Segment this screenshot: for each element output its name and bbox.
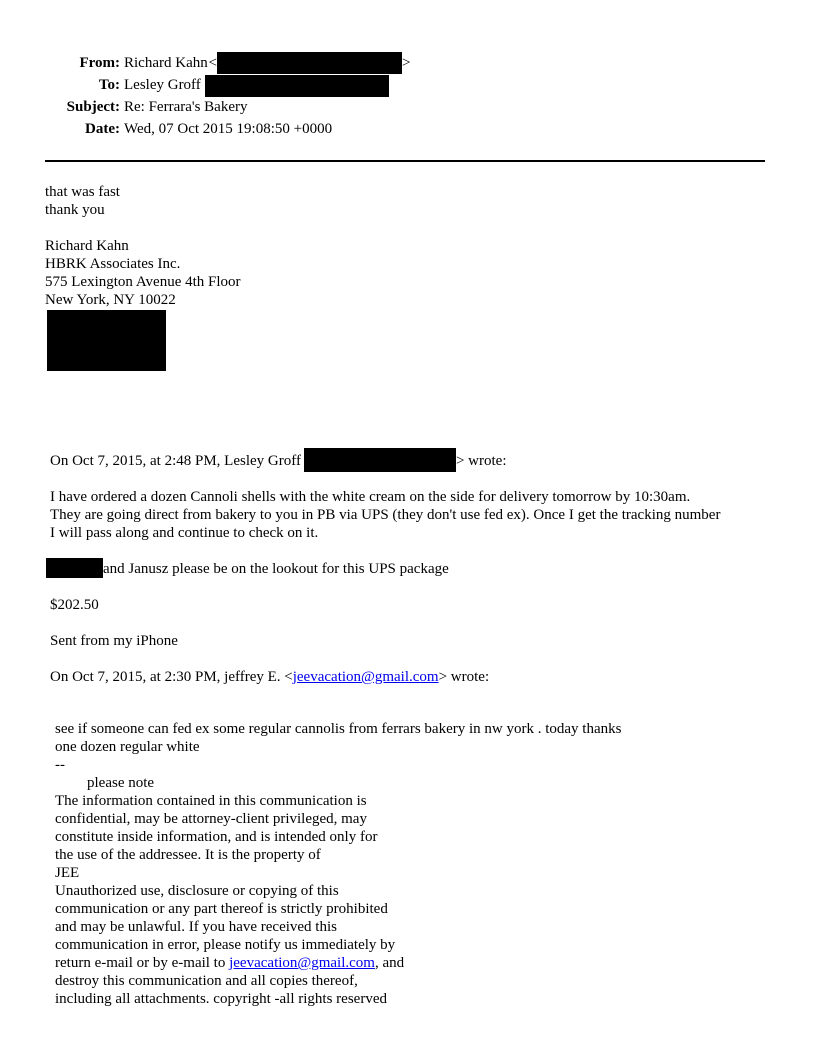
quoted1-lookout-text: and Janusz please be on the lookout for this UPS package [103,561,449,577]
quoted2-attribution-prefix: On Oct 7, 2015, at 2:30 PM, jeffrey E. < [50,669,293,685]
reply-line-1: that was fast [45,184,120,200]
quoted1-lookout [46,560,449,578]
signature-name: Richard Kahn [45,238,129,254]
from-name: Richard Kahn [124,55,208,71]
quoted2-sig-separator: -- [55,757,65,773]
disclaimer-line-9: communication in error, please notify us immediately by [55,937,396,953]
disclaimer-line-8: and may be unlawful. If you have received this [55,919,337,935]
quoted2-body-line-2: one dozen regular white [55,739,200,755]
quoted1-attribution-suffix: > wrote: [455,453,507,469]
signature-company: HBRK Associates Inc. [45,256,181,272]
disclaimer-return-suffix: , and [374,955,405,971]
redaction-from-email [217,52,402,74]
signature-address-2: New York, NY 10022 [45,292,176,308]
header-to-row [0,76,600,94]
disclaimer-return-prefix: return e-mail or by e-mail to [55,955,230,971]
redaction-to-email [205,75,389,97]
redaction-signature-contact [47,310,166,371]
disclaimer-line-7: communication or any part thereof is strictly prohibited [55,901,388,917]
quoted1-para-line-1: I have ordered a dozen Cannoli shells with the white cream on the side for delivery tomorrow by 10:30am. [50,489,691,505]
disclaimer-line-3: constitute inside information, and is intended only for [55,829,378,845]
from-label: From: [79,55,120,71]
disclaimer-line-5: JEE [55,865,80,881]
to-name: Lesley Groff [124,77,201,93]
quoted1-amount: $202.50 [50,597,99,613]
reply-line-2: thank you [45,202,105,218]
quoted2-attribution [50,668,489,686]
date-label: Date: [85,121,120,137]
quoted1-sent-from: Sent from my iPhone [50,633,178,649]
disclaimer-line-4: the use of the addressee. It is the property of [55,847,321,863]
quoted2-body-line-1: see if someone can fed ex some regular cannolis from ferrars bakery in nw york . today thanks [55,721,622,737]
disclaimer-email-link[interactable]: jeevacation@gmail.com [229,955,375,971]
quoted1-para-line-3: I will pass along and continue to check on it. [50,525,319,541]
from-close-bracket: > [401,55,411,71]
header-subject-row [0,98,600,116]
subject-value: Re: Ferrara's Bakery [124,99,248,115]
redaction-quoted1-email [304,448,456,472]
subject-label: Subject: [66,99,120,115]
disclaimer-return-line [55,954,404,972]
disclaimer-line-1: The information contained in this communication is [55,793,367,809]
quoted2-email-link[interactable]: jeevacation@gmail.com [292,669,439,685]
quoted2-please-note: please note [87,775,155,791]
header-from-row [0,54,600,72]
disclaimer-line-2: confidential, may be attorney-client privileged, may [55,811,367,827]
disclaimer-end-line-1: destroy this communication and all copies thereof, [55,973,358,989]
quoted2-attribution-suffix: > wrote: [438,669,490,685]
redaction-quoted1-name [46,558,103,578]
header-date-row [0,120,600,138]
quoted1-attribution [50,452,506,472]
header-divider [45,160,765,162]
quoted1-attribution-prefix: On Oct 7, 2015, at 2:48 PM, Lesley Groff [50,453,301,469]
signature-address-1: 575 Lexington Avenue 4th Floor [45,274,241,290]
quoted1-para-line-2: They are going direct from bakery to you in PB via UPS (they don't use fed ex). Once I get the tracking number [50,507,721,523]
from-open-bracket: < [208,55,217,71]
disclaimer-end-line-2: including all attachments. copyright -all rights reserved [55,991,387,1007]
disclaimer-line-6: Unauthorized use, disclosure or copying of this [55,883,339,899]
to-label: To: [98,77,120,93]
date-value: Wed, 07 Oct 2015 19:08:50 +0000 [124,121,333,137]
